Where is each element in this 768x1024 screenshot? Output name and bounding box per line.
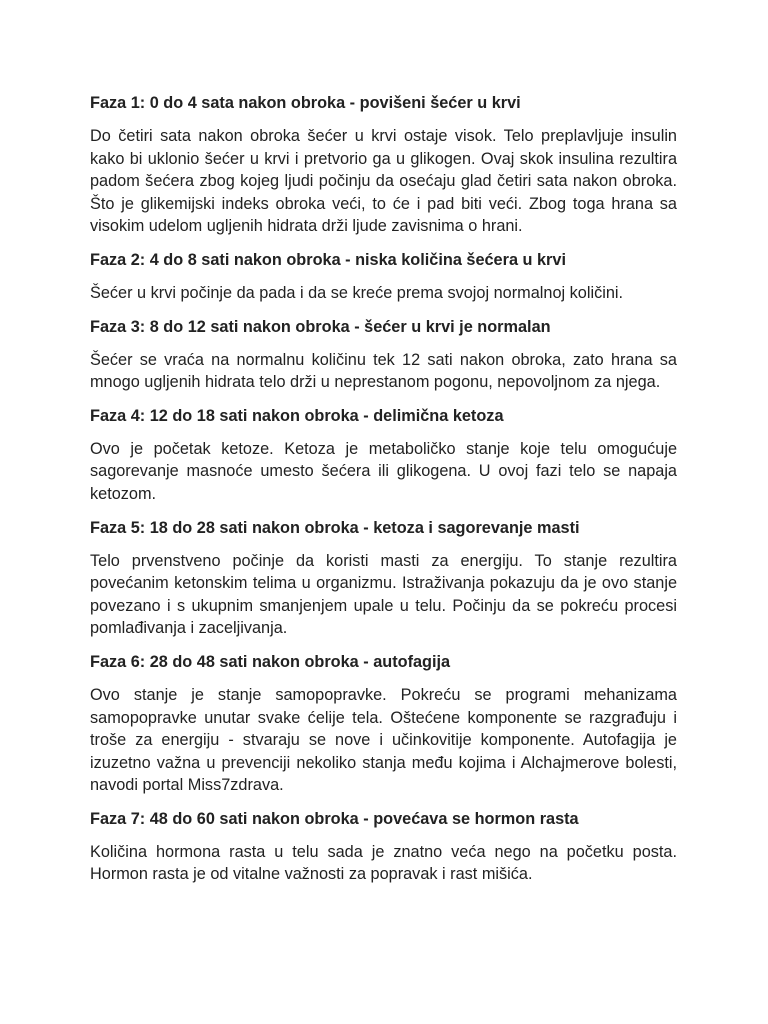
section-heading: Faza 4: 12 do 18 sati nakon obroka - delimična ketoza: [90, 406, 504, 425]
document-page: [90, 92, 677, 897]
section-faza-1: [90, 92, 677, 238]
section-heading: Faza 5: 18 do 28 sati nakon obroka - ketoza i sagorevanje masti: [90, 518, 580, 537]
section-heading: Faza 6: 28 do 48 sati nakon obroka - autofagija: [90, 652, 451, 671]
section-paragraph: Količina hormona rasta u telu sada je znatno veća nego na početku posta. Hormon rasta je od vitalne važnosti za popravak i rast mišića.: [90, 842, 677, 884]
section-heading: Faza 7: 48 do 60 sati nakon obroka - povećava se hormon rasta: [90, 809, 579, 828]
section-heading: Faza 2: 4 do 8 sati nakon obroka - niska količina šećera u krvi: [90, 250, 566, 269]
section-faza-3: [90, 316, 677, 394]
section-heading: Faza 3: 8 do 12 sati nakon obroka - šećer u krvi je normalan: [90, 317, 551, 336]
section-paragraph: Telo prvenstveno počinje da koristi masti za energiju. To stanje rezultira povećanim ketonskim telima u organizmu. Istraživanja pokazuju da je ovo stanje povezano i s ukupnim smanjenjem upale u telu. Počinju da se pokreću procesi pomlađivanja i zaceljivanja.: [90, 551, 677, 638]
section-faza-5: [90, 517, 677, 640]
section-paragraph: Ovo stanje je stanje samopopravke. Pokreću se programi mehanizama samopopravke unutar svake ćelije tela. Oštećene komponente se razgrađuju i troše za energiju - stvaraju se nove i učinkovitije komponente. Autofagija je izuzetno važna u prevenciji nekoliko stanja među kojima i Alchajmerove bolesti, navodi portal Miss7zdrava.: [90, 685, 677, 795]
section-paragraph: Šećer se vraća na normalnu količinu tek 12 sati nakon obroka, zato hrana sa mnogo ugljenih hidrata telo drži u neprestanom pogonu, nepovoljnom za njega.: [90, 350, 677, 392]
section-paragraph: Šećer u krvi počinje da pada i da se kreće prema svojoj normalnoj količini.: [90, 283, 624, 302]
section-paragraph: Do četiri sata nakon obroka šećer u krvi ostaje visok. Telo preplavljuje insulin kako bi uklonio šećer u krvi i pretvorio ga u glikogen. Ovaj skok insulina rezultira padom šećera zbog kojeg ljudi počinju da osećaju glad četiri sata nakon obroka. Što je glikemijski indeks obroka veći, to će i pad biti veći. Zbog toga hrana sa visokim udelom ugljenih hidrata drži ljude zavisnima o hrani.: [90, 127, 677, 236]
section-paragraph: Ovo je početak ketoze. Ketoza je metaboličko stanje koje telu omogućuje sagorevanje masnoće umesto šećera ili glikogena. U ovoj fazi telo se napaja ketozom.: [90, 439, 677, 503]
section-faza-7: [90, 808, 677, 886]
section-faza-4: [90, 405, 677, 506]
section-faza-6: [90, 651, 677, 797]
section-faza-2: [90, 249, 677, 305]
section-heading: Faza 1: 0 do 4 sata nakon obroka - povišeni šećer u krvi: [90, 94, 521, 112]
